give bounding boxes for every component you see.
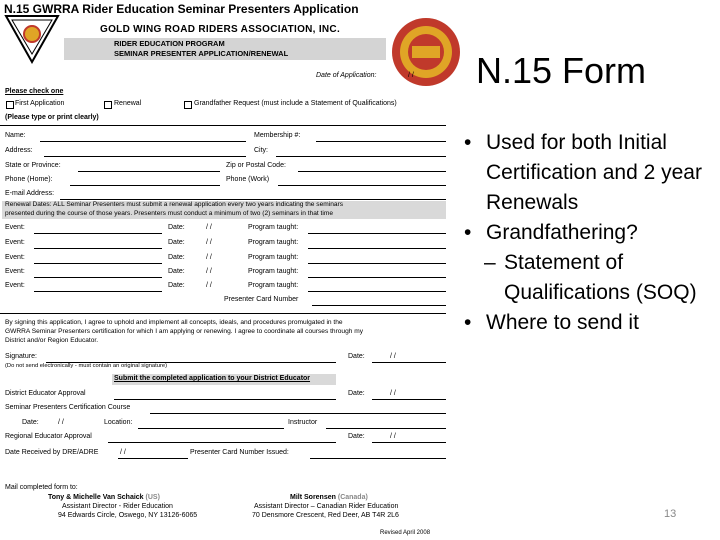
event-label: Event: bbox=[5, 282, 25, 289]
date-of-application-label: Date of Application: bbox=[316, 72, 377, 79]
sub-bullet-item bbox=[460, 248, 720, 308]
event-field[interactable] bbox=[34, 277, 162, 278]
bullet-text: Where to send it bbox=[486, 311, 639, 334]
please-check-label: Please check one bbox=[5, 88, 64, 95]
sub-bullet-text: Statement of Qualifications (SOQ) bbox=[504, 251, 697, 304]
grandfather-label: Grandfather Request (must include a Statement of Qualifications) bbox=[194, 100, 397, 107]
signature-date-field[interactable] bbox=[372, 362, 446, 363]
phone-work-field[interactable] bbox=[278, 185, 446, 186]
name-field[interactable] bbox=[40, 141, 246, 142]
date-slashes: / / bbox=[206, 268, 212, 275]
signature-date-label: Date: bbox=[348, 353, 365, 360]
date-label: Date: bbox=[168, 282, 185, 289]
date-received-field[interactable] bbox=[118, 458, 188, 459]
program-name: RIDER EDUCATION PROGRAM bbox=[114, 39, 225, 48]
instructor-field[interactable] bbox=[326, 428, 446, 429]
date-label: Date: bbox=[168, 239, 185, 246]
contact2-address: 70 Densmore Crescent, Red Deer, AB T4R 2L6 bbox=[252, 512, 399, 519]
contact1-address: 94 Edwards Circle, Oswego, NY 13126-6065 bbox=[58, 512, 198, 519]
district-date-field[interactable] bbox=[372, 399, 446, 400]
bullet-item bbox=[460, 308, 720, 338]
course-date-label: Date: bbox=[22, 419, 39, 426]
date-slashes: / / bbox=[58, 419, 64, 426]
contact1-name: Tony & Michelle Van Schaick (US) bbox=[48, 494, 160, 501]
date-slashes: / / bbox=[206, 282, 212, 289]
revised-date: Revised April 2008 bbox=[380, 530, 431, 536]
event-field[interactable] bbox=[34, 291, 162, 292]
bullet-item bbox=[460, 128, 720, 218]
phone-home-field[interactable] bbox=[70, 185, 220, 186]
renewal-label: Renewal bbox=[114, 100, 142, 107]
date-received-label: Date Received by DRE/ADRE bbox=[5, 449, 99, 456]
address-field[interactable] bbox=[44, 156, 246, 157]
state-label: State or Province: bbox=[5, 162, 61, 169]
bullet-dot: • bbox=[464, 131, 472, 154]
certification-course-field[interactable] bbox=[150, 413, 446, 414]
renewal-checkbox[interactable] bbox=[104, 101, 112, 109]
name-label: Name: bbox=[5, 132, 26, 139]
rider-education-seal bbox=[388, 16, 464, 88]
event-label: Event: bbox=[5, 268, 25, 275]
first-application-checkbox[interactable] bbox=[6, 101, 14, 109]
page-number: 13 bbox=[664, 508, 677, 520]
program-taught-label: Program taught: bbox=[248, 282, 299, 289]
location-label: Location: bbox=[104, 419, 133, 426]
regional-date-field[interactable] bbox=[372, 442, 446, 443]
district-approval-label: District Educator Approval bbox=[5, 390, 86, 397]
event-field[interactable] bbox=[34, 263, 162, 264]
program-field[interactable] bbox=[308, 291, 446, 292]
sub-bullet-dash: – bbox=[484, 251, 496, 274]
certification-course-label: Seminar Presenters Certification Course bbox=[5, 404, 131, 411]
date-label: Date: bbox=[168, 268, 185, 275]
form-subtitle: SEMINAR PRESENTER APPLICATION/RENEWAL bbox=[114, 49, 289, 58]
zip-field[interactable] bbox=[298, 171, 446, 172]
event-label: Event: bbox=[5, 224, 25, 231]
org-name: GOLD WING ROAD RIDERS ASSOCIATION, INC. bbox=[100, 24, 341, 35]
district-approval-field[interactable] bbox=[114, 399, 336, 400]
please-type-label: (Please type or print clearly) bbox=[5, 114, 99, 121]
program-taught-label: Program taught: bbox=[248, 224, 299, 231]
program-field[interactable] bbox=[308, 277, 446, 278]
divider bbox=[0, 313, 446, 314]
bullet-text: Used for both Initial Certification and 2 year Renewals bbox=[486, 131, 702, 214]
renewal-dates-line1: Renewal Dates: ALL Seminar Presenters must submit a renewal application every two years indicating the seminars bbox=[5, 201, 344, 208]
state-field[interactable] bbox=[78, 171, 220, 172]
bullet-list bbox=[460, 128, 720, 338]
agreement-line3: District and/or Region Educator. bbox=[5, 337, 99, 344]
gwrra-triangle-logo bbox=[4, 14, 60, 64]
district-date-label: Date: bbox=[348, 390, 365, 397]
date-label: Date: bbox=[168, 224, 185, 231]
program-field[interactable] bbox=[308, 263, 446, 264]
event-field[interactable] bbox=[34, 248, 162, 249]
contact1-title: Assistant Director - Rider Education bbox=[62, 503, 173, 510]
agreement-line2: GWRRA Seminar Presenters certification for which I am applying or renewing. I agree to coordinate all courses through my bbox=[5, 328, 364, 335]
contact2-title: Assistant Director – Canadian Rider Education bbox=[254, 503, 399, 510]
location-field[interactable] bbox=[138, 428, 284, 429]
membership-field[interactable] bbox=[316, 141, 446, 142]
date-slashes: / / bbox=[390, 433, 396, 440]
date-label: Date: bbox=[168, 254, 185, 261]
city-label: City: bbox=[254, 147, 268, 154]
program-field[interactable] bbox=[308, 233, 446, 234]
grandfather-checkbox[interactable] bbox=[184, 101, 192, 109]
program-taught-label: Program taught: bbox=[248, 239, 299, 246]
event-field[interactable] bbox=[34, 233, 162, 234]
date-slashes: / / bbox=[206, 224, 212, 231]
program-field[interactable] bbox=[308, 248, 446, 249]
agreement-line1: By signing this application, I agree to uphold and implement all concepts, ideals, and procedures promulgated in the bbox=[5, 319, 343, 326]
submit-instruction: Submit the completed application to your District Educator bbox=[114, 375, 311, 382]
city-field[interactable] bbox=[276, 156, 446, 157]
bullet-dot: • bbox=[464, 311, 472, 334]
regional-approval-label: Regional Educator Approval bbox=[5, 433, 92, 440]
card-issued-field[interactable] bbox=[310, 458, 446, 459]
program-taught-label: Program taught: bbox=[248, 268, 299, 275]
date-slashes: / / bbox=[390, 353, 396, 360]
date-slashes: / / bbox=[120, 449, 126, 456]
date-slashes: / / bbox=[390, 390, 396, 397]
presenter-card-label: Presenter Card Number bbox=[224, 296, 299, 303]
email-field[interactable] bbox=[60, 199, 446, 200]
mail-to-label: Mail completed form to: bbox=[5, 484, 78, 491]
phone-work-label: Phone (Work) bbox=[226, 176, 270, 183]
bullet-dot: • bbox=[464, 221, 472, 244]
first-application-label: First Application bbox=[15, 100, 65, 107]
presenter-card-field[interactable] bbox=[312, 305, 446, 306]
bullet-item bbox=[460, 218, 720, 248]
phone-home-label: Phone (Home): bbox=[5, 176, 53, 183]
membership-label: Membership #: bbox=[254, 132, 301, 139]
address-label: Address: bbox=[5, 147, 33, 154]
regional-date-label: Date: bbox=[348, 433, 365, 440]
form-top-title: N.15 GWRRA Rider Education Seminar Presenters Application bbox=[4, 2, 359, 16]
card-issued-label: Presenter Card Number Issued: bbox=[190, 449, 289, 456]
signature-note: (Do not send electronically - must contain an original signature) bbox=[5, 363, 168, 369]
program-taught-label: Program taught: bbox=[248, 254, 299, 261]
instructor-label: Instructor bbox=[288, 419, 318, 426]
event-label: Event: bbox=[5, 254, 25, 261]
contact2-name: Milt Sorensen (Canada) bbox=[290, 494, 368, 501]
divider bbox=[0, 125, 446, 126]
email-label: E-mail Address: bbox=[5, 190, 55, 197]
event-label: Event: bbox=[5, 239, 25, 246]
signature-label: Signature: bbox=[5, 353, 37, 360]
zip-label: Zip or Postal Code: bbox=[226, 162, 286, 169]
date-slashes: / / bbox=[408, 72, 414, 79]
date-slashes: / / bbox=[206, 254, 212, 261]
renewal-dates-line2: presented during the course of those years. Presenters must conduct a minimum of two (2) seminars in that time bbox=[5, 210, 334, 217]
regional-approval-field[interactable] bbox=[108, 442, 336, 443]
date-slashes: / / bbox=[206, 239, 212, 246]
bullet-text: Grandfathering? bbox=[486, 221, 638, 244]
slide-title: N.15 Form bbox=[476, 50, 647, 91]
